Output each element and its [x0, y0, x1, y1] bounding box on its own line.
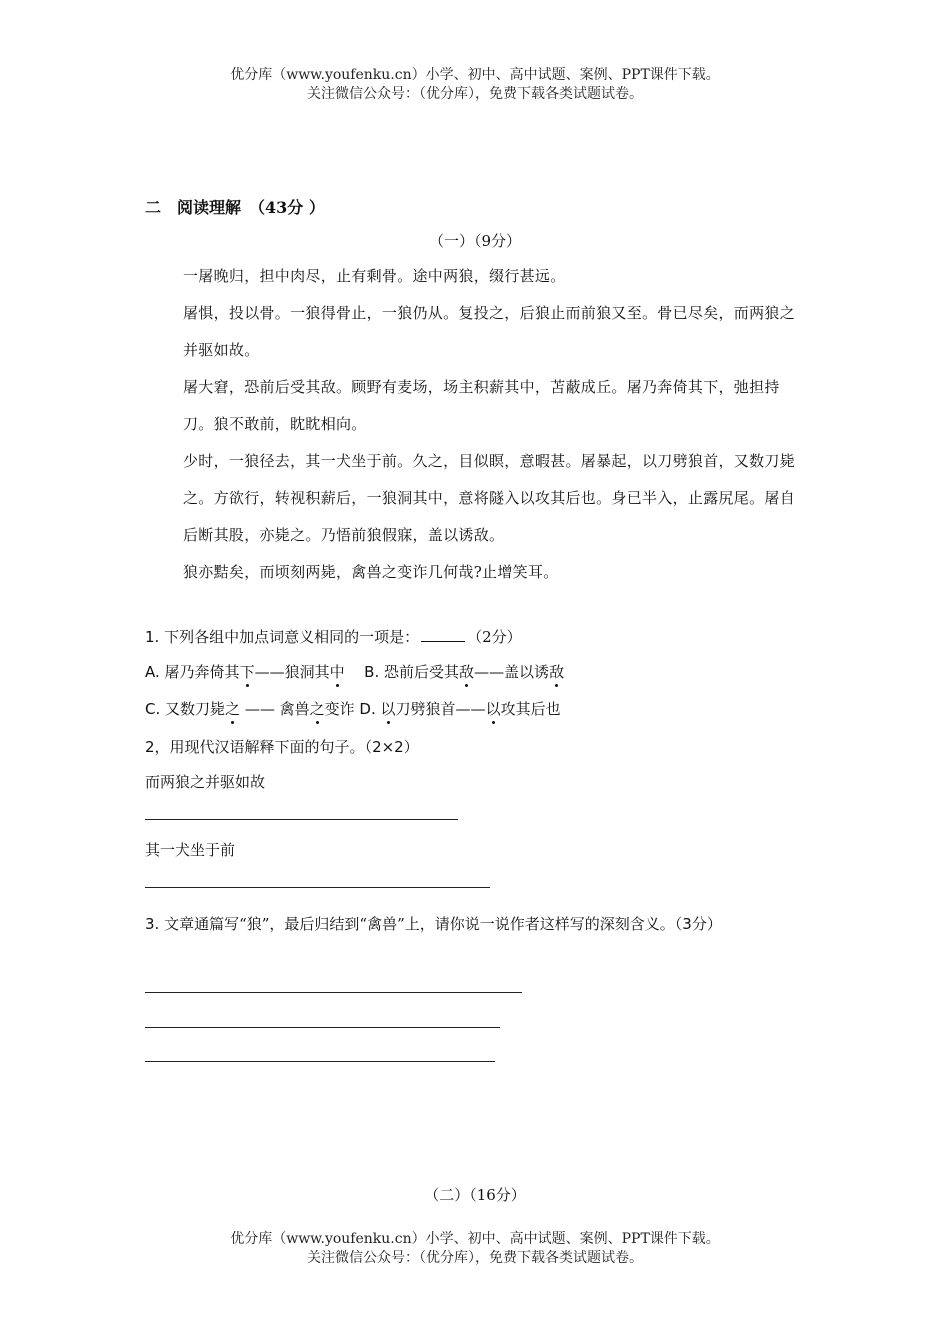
question-1-score: （2分）: [467, 628, 522, 646]
footer-line-2: 关注微信公众号：（优分库），免费下载各类试题试卷。: [307, 1250, 643, 1266]
question-1-options-cd: [145, 698, 561, 719]
question-1: [145, 626, 522, 647]
page-header: [0, 66, 950, 104]
answer-line[interactable]: [145, 819, 458, 820]
paragraph-2: 屠惧，投以骨。一狼得骨止，一狼仍从。复投之，后狼止而前狼又至。骨已尽矣，而两狼之并驱如故。: [183, 304, 796, 359]
page-footer: [0, 1230, 950, 1268]
option-b-dotted-word-1: 敌: [459, 663, 475, 681]
option-c-text: 变诈: [324, 700, 355, 718]
question-1-number: 1.: [145, 628, 160, 646]
option-d-text: 攻其后也: [500, 700, 561, 718]
option-d-text: 刀劈狼首——: [395, 700, 486, 718]
option-b-text: ——盖以诱: [474, 663, 550, 681]
option-d-dotted-word-2: 以: [485, 700, 501, 718]
question-2-score: （2×2）: [364, 738, 419, 756]
passage-1-text: [145, 258, 805, 591]
answer-line[interactable]: [145, 992, 522, 993]
answer-line[interactable]: [145, 1027, 500, 1028]
option-a-dotted-word-1: 下: [239, 663, 255, 681]
option-c-text: 又数刀毙: [165, 700, 226, 718]
option-a-label: A.: [145, 663, 160, 681]
option-c-label: C.: [145, 700, 161, 718]
question-2-item-1: 而两狼之并驱如故: [145, 773, 266, 791]
header-line-1: 优分库（www.youfenku.cn）小学、初中、高中试题、案例、PPT课件下载。: [230, 67, 720, 83]
passage-2-heading: （二）（16分）: [424, 1186, 526, 1204]
option-d-label: D.: [359, 700, 376, 718]
paragraph-1: 一屠晚归，担中肉尽，止有剩骨。途中两狼，缀行甚远。: [183, 267, 566, 285]
option-a-text: 屠乃奔倚其: [164, 663, 240, 681]
question-2-text: 用现代汉语解释下面的句子。: [169, 738, 365, 756]
question-2-item-2: 其一犬坐于前: [145, 841, 236, 859]
answer-line[interactable]: [145, 887, 490, 888]
option-b-dotted-word-2: 敌: [549, 663, 565, 681]
question-3-text: 文章通篇写“狼”，最后归结到“禽兽”上，请你说一说作者这样写的深刻含义。（: [164, 915, 683, 933]
option-c-dotted-word-1: 之: [225, 700, 241, 718]
question-3: [145, 906, 810, 943]
question-1-options-ab: [145, 661, 564, 682]
answer-line[interactable]: [145, 1061, 495, 1062]
option-c-dotted-word-2: 之: [309, 700, 325, 718]
option-b-text: 恐前后受其: [384, 663, 460, 681]
option-b-label: B.: [364, 663, 380, 681]
option-d-dotted-word-1: 以: [380, 700, 396, 718]
question-2: [145, 736, 419, 757]
paragraph-4: 少时，一狼径去，其一犬坐于前。久之，目似瞑，意暇甚。屠暴起，以刀劈狼首，又数刀毙之。方欲行，转视积薪后，一狼洞其中，意将隧入以攻其后也。身已半入，止露尻尾。屠自后断其股，亦毙之。乃悟前狼假寐，盖以诱敌。: [183, 452, 796, 544]
passage-1-heading: （一）（9分）: [428, 232, 522, 250]
option-a-dotted-word-2: 中: [329, 663, 345, 681]
option-a-text: ——狼洞其: [254, 663, 330, 681]
paragraph-5: 狼亦黠矣，而顷刻两毙，禽兽之变诈几何哉?止增笑耳。: [183, 563, 559, 581]
question-3-score-tail: 分）: [691, 915, 722, 933]
answer-blank[interactable]: [421, 627, 465, 642]
option-c-text: —— 禽兽: [240, 700, 310, 718]
question-1-text: 下列各组中加点词意义相同的一项是：: [164, 628, 420, 646]
question-2-number: 2，: [145, 738, 170, 756]
question-3-score: 3: [682, 915, 692, 933]
footer-line-1: 优分库（www.youfenku.cn）小学、初中、高中试题、案例、PPT课件下载。: [230, 1231, 720, 1247]
section-title: 二 阅读理解 （43分 ）: [145, 198, 325, 217]
question-3-number: 3.: [145, 915, 160, 933]
paragraph-3: 屠大窘，恐前后受其敌。顾野有麦场，场主积薪其中，苫蔽成丘。屠乃奔倚其下，弛担持刀。狼不敢前，眈眈相向。: [183, 378, 780, 433]
header-line-2: 关注微信公众号：（优分库），免费下载各类试题试卷。: [307, 86, 643, 102]
